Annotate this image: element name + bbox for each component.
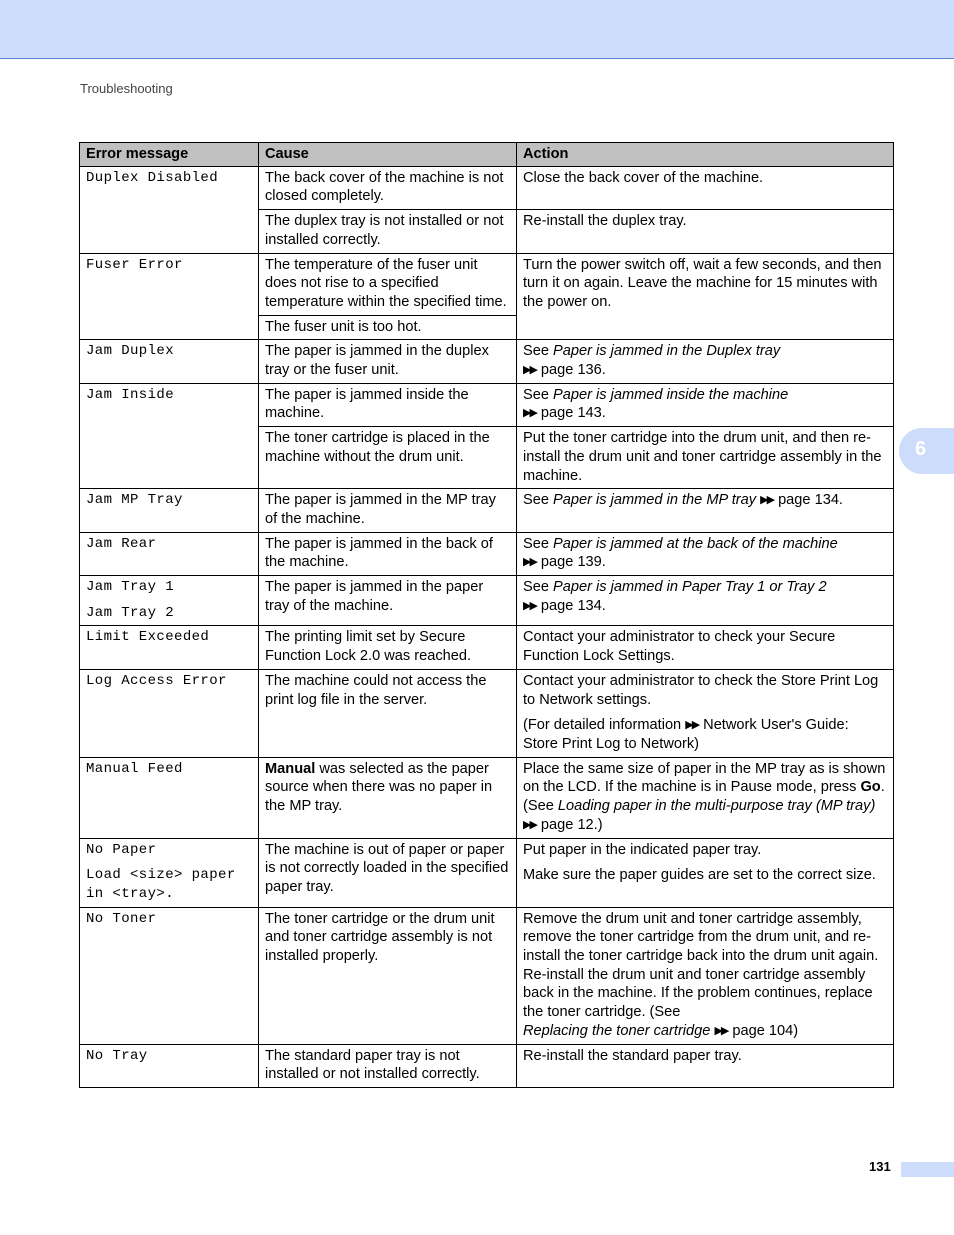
- action-cell: [517, 383, 894, 426]
- error-message: No Tray: [80, 1044, 259, 1087]
- cause-cell: [259, 757, 517, 838]
- table-row: [80, 907, 894, 1044]
- cause-cell: The paper is jammed in the MP tray of the machine.: [259, 489, 517, 532]
- error-message: Manual Feed: [80, 757, 259, 838]
- table-header-row: [80, 143, 894, 167]
- cross-reference-link[interactable]: Paper is jammed in the Duplex tray: [553, 343, 781, 360]
- table-row: [80, 1044, 894, 1087]
- table-row: [80, 166, 894, 209]
- action-cell: Close the back cover of the machine.: [517, 166, 894, 209]
- cause-cell: The standard paper tray is not installed or not installed correctly.: [259, 1044, 517, 1087]
- action-text-part: (For detailed information: [523, 717, 686, 734]
- error-message: [80, 576, 259, 626]
- table-row: [80, 626, 894, 669]
- error-message: No Toner: [80, 907, 259, 1044]
- action-cell: Contact your administrator to check your Secure Function Lock Settings.: [517, 626, 894, 669]
- error-message: Jam Duplex: [80, 340, 259, 383]
- error-message: [80, 838, 259, 907]
- table-row: [80, 838, 894, 907]
- error-message-line: Load <size> paper in <tray>.: [86, 867, 236, 902]
- error-message: Jam Inside: [80, 383, 259, 489]
- error-message: Jam Rear: [80, 532, 259, 575]
- table-row: [80, 383, 894, 426]
- cause-cell: The machine is out of paper or paper is not correctly loaded in the specified paper tray.: [259, 838, 517, 907]
- error-message: Fuser Error: [80, 253, 259, 340]
- double-arrow-icon: ▶▶: [685, 719, 699, 732]
- action-text: See: [523, 535, 554, 552]
- error-message-line: Jam Tray 1: [86, 579, 175, 596]
- action-cell: [517, 532, 894, 575]
- action-text-part: Network User's Guide: Store Print Log to Network): [523, 717, 849, 752]
- header-error-message: Error message: [80, 143, 259, 167]
- action-cell: [517, 838, 894, 907]
- cross-reference-link[interactable]: Loading paper in the multi-purpose tray (MP tray): [557, 798, 876, 815]
- cause-cell: The paper is jammed inside the machine.: [259, 383, 517, 426]
- table-row: [80, 532, 894, 575]
- action-cell: [517, 757, 894, 838]
- double-arrow-icon: ▶▶: [523, 599, 536, 612]
- cross-reference-link[interactable]: Paper is jammed in the MP tray: [553, 492, 757, 509]
- error-message: Limit Exceeded: [80, 626, 259, 669]
- page-reference: page 12.): [540, 816, 603, 833]
- page-reference: page 139.: [540, 554, 606, 571]
- header-cause: Cause: [259, 143, 517, 167]
- cause-cell: The toner cartridge or the drum unit and toner cartridge assembly is not installed properly.: [259, 907, 517, 1044]
- double-arrow-icon: ▶▶: [523, 556, 536, 569]
- error-message: Log Access Error: [80, 669, 259, 757]
- page-number-bar: [901, 1162, 954, 1177]
- action-cell: Re-install the standard paper tray.: [517, 1044, 894, 1087]
- cause-cell: The paper is jammed in the paper tray of the machine.: [259, 576, 517, 626]
- action-cell: [517, 669, 894, 757]
- action-text: See: [523, 492, 554, 509]
- button-name: Manual: [265, 760, 316, 777]
- table-row: [80, 576, 894, 626]
- cross-reference-link[interactable]: Paper is jammed inside the machine: [553, 386, 789, 403]
- action-text: [523, 716, 887, 753]
- page-reference: page 134.: [778, 492, 843, 509]
- action-text: See: [523, 579, 554, 596]
- page-reference: page 104): [732, 1022, 799, 1039]
- chapter-tab[interactable]: [899, 428, 954, 474]
- error-message-table: [79, 142, 894, 1088]
- cross-reference-link[interactable]: Paper is jammed in Paper Tray 1 or Tray 2: [553, 579, 827, 596]
- action-text: Remove the drum unit and toner cartridge assembly, remove the toner cartridge from the drum unit, and re-install the toner cartridge back into the drum unit again. Re-install the drum unit and toner cartridge assembly back in the machine. If the problem continues, replace the toner cartridge. (See: [523, 910, 879, 1021]
- action-text: Place the same size of paper in the MP tray as is shown on the LCD. If the machine is in Pause mode, press: [523, 760, 886, 796]
- double-arrow-icon: ▶▶: [760, 494, 774, 507]
- table-row: [80, 340, 894, 383]
- table-row: [80, 489, 894, 532]
- action-cell: Re-install the duplex tray.: [517, 210, 894, 253]
- cause-cell: The back cover of the machine is not closed completely.: [259, 166, 517, 209]
- cause-cell: The paper is jammed in the duplex tray or the fuser unit.: [259, 340, 517, 383]
- cross-reference-link[interactable]: Paper is jammed at the back of the machine: [553, 535, 838, 552]
- action-cell: [517, 907, 894, 1044]
- cause-cell: The paper is jammed in the back of the machine.: [259, 532, 517, 575]
- action-cell: Put the toner cartridge into the drum unit, and then re-install the drum unit and toner cartridge assembly in the machine.: [517, 427, 894, 489]
- action-text: See: [523, 386, 554, 403]
- error-message-line: Jam Tray 2: [86, 604, 175, 621]
- action-text: Make sure the paper guides are set to the correct size.: [523, 867, 876, 884]
- cause-cell: The duplex tray is not installed or not installed correctly.: [259, 210, 517, 253]
- action-text: Put paper in the indicated paper tray.: [523, 841, 762, 858]
- double-arrow-icon: ▶▶: [523, 818, 536, 831]
- table-row: [80, 757, 894, 838]
- double-arrow-icon: ▶▶: [714, 1024, 728, 1037]
- double-arrow-icon: ▶▶: [523, 364, 536, 377]
- cause-cell: The machine could not access the print log file in the server.: [259, 669, 517, 757]
- double-arrow-icon: ▶▶: [523, 407, 536, 420]
- page-reference: page 143.: [540, 405, 606, 422]
- header-bar: [0, 0, 954, 59]
- action-text: Contact your administrator to check the Store Print Log to Network settings.: [523, 672, 879, 708]
- button-name: Go: [860, 779, 881, 796]
- page-reference: page 134.: [540, 597, 606, 614]
- action-cell: [517, 489, 894, 532]
- table-row: [80, 253, 894, 315]
- cause-text: was selected as the paper source when there was no paper in the MP tray.: [265, 760, 493, 815]
- cause-cell: The temperature of the fuser unit does not rise to a specified temperature within the specified time.: [259, 253, 517, 315]
- header-action: Action: [517, 143, 894, 167]
- action-text: . (See: [523, 779, 885, 815]
- table-row: [80, 669, 894, 757]
- action-text: See: [523, 343, 554, 360]
- page-number: 131: [869, 1159, 891, 1174]
- error-message: Jam MP Tray: [80, 489, 259, 532]
- error-message: Duplex Disabled: [80, 166, 259, 253]
- page-reference: page 136.: [540, 362, 606, 379]
- action-cell: [517, 340, 894, 383]
- error-message-line: No Paper: [86, 841, 157, 858]
- chapter-number: 6: [915, 438, 927, 460]
- action-cell: [517, 576, 894, 626]
- section-title: Troubleshooting: [80, 81, 173, 96]
- action-cell: Turn the power switch off, wait a few seconds, and then turn it on again. Leave the machine for 15 minutes with the power on.: [517, 253, 894, 340]
- cause-cell: The toner cartridge is placed in the machine without the drum unit.: [259, 427, 517, 489]
- cause-cell: The printing limit set by Secure Function Lock 2.0 was reached.: [259, 626, 517, 669]
- cross-reference-link[interactable]: Replacing the toner cartridge: [523, 1022, 711, 1039]
- cause-cell: The fuser unit is too hot.: [259, 315, 517, 340]
